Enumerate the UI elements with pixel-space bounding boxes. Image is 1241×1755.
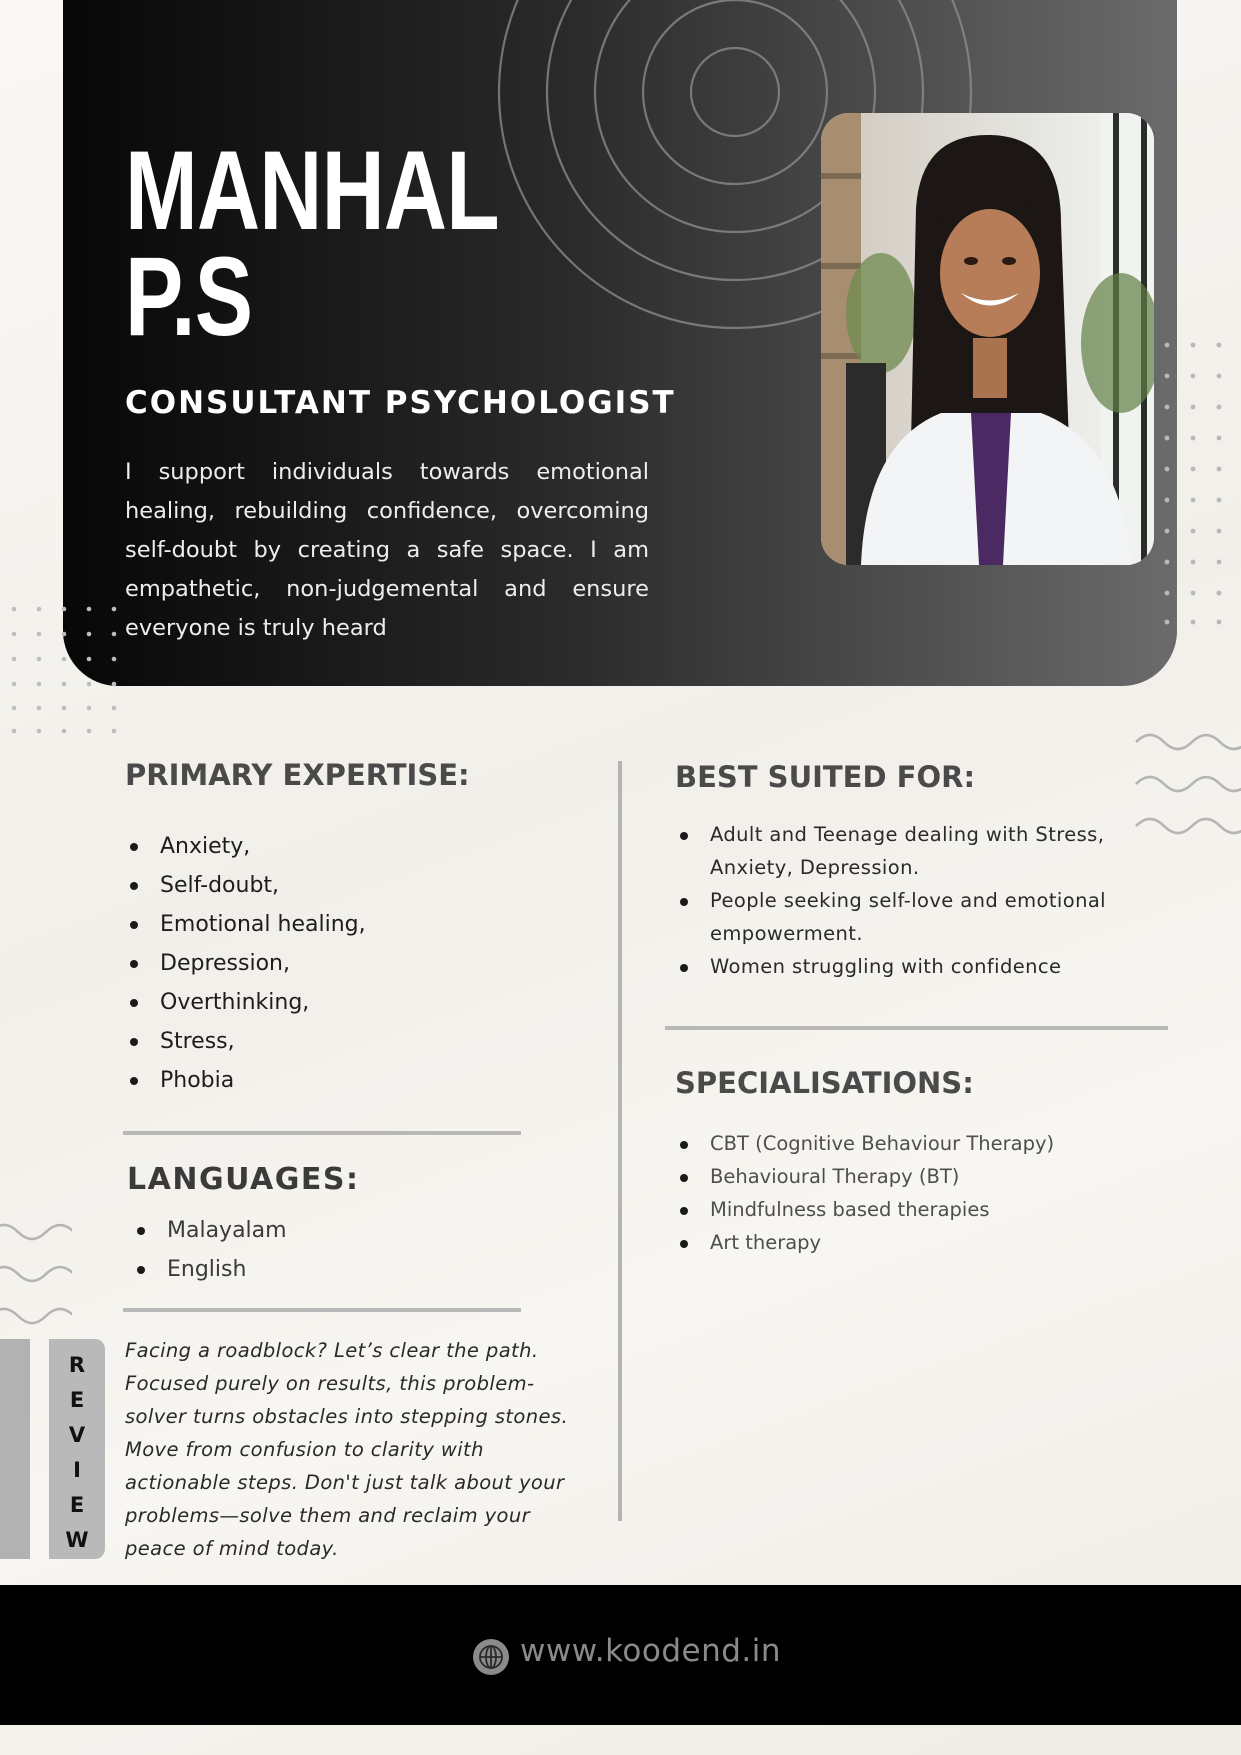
person-name [125, 128, 499, 359]
list-item: Depression, [125, 944, 366, 983]
list-item: Anxiety, [125, 827, 366, 866]
review-letter: I [73, 1458, 81, 1482]
website-link[interactable]: www.koodend.in [520, 1633, 782, 1669]
list-item: English [132, 1250, 287, 1289]
review-tab [49, 1339, 105, 1559]
list-item: Malayalam [132, 1211, 287, 1250]
globe-icon [472, 1638, 510, 1676]
job-title: CONSULTANT PSYCHOLOGIST [125, 385, 676, 421]
intro-paragraph: I support individuals towards emotional healing, rebuilding confidence, overcoming self-doubt by creating a safe space. I am empathetic, non-judgemental and ensure everyone is truly heard [125, 459, 649, 641]
name-line-1: MANHAL [125, 128, 499, 253]
wave-decoration-right [1134, 728, 1241, 848]
section-divider [123, 1131, 521, 1135]
specialisations-list [675, 1127, 1054, 1259]
languages-title: LANGUAGES: [127, 1162, 360, 1197]
column-divider [618, 761, 622, 1521]
name-line-2: P.S [125, 234, 253, 359]
primary-expertise-title: PRIMARY EXPERTISE: [125, 758, 470, 792]
list-item: Behavioural Therapy (BT) [675, 1160, 1054, 1193]
list-item: Adult and Teenage dealing with Stress, Anxiety, Depression. [675, 818, 1115, 884]
review-letter: E [69, 1493, 85, 1517]
list-item: Mindfulness based therapies [675, 1193, 1054, 1226]
review-side-bar [0, 1339, 30, 1559]
list-item: Overthinking, [125, 983, 366, 1022]
best-suited-title: BEST SUITED FOR: [675, 760, 976, 794]
review-text: Facing a roadblock? Let’s clear the path. Focused purely on results, this problem-solver turns obstacles into stepping stones. Move from confusion to clarity with actionable steps. Don't just talk about your problems—solve them and reclaim your peace of mind today. [125, 1339, 569, 1560]
dot-grid-decoration-left [8, 604, 123, 736]
section-divider [665, 1026, 1168, 1030]
profile-photo [821, 113, 1154, 565]
list-item: Women struggling with confidence [675, 950, 1115, 983]
list-item: Emotional healing, [125, 905, 366, 944]
list-item: Phobia [125, 1061, 366, 1100]
section-divider [123, 1308, 521, 1312]
profile-header [63, 0, 1177, 686]
review-letter: W [65, 1528, 89, 1552]
dot-grid-decoration-right [1160, 340, 1230, 630]
languages-list [132, 1211, 287, 1289]
wave-decoration-left [0, 1218, 72, 1338]
review-letter: E [69, 1388, 85, 1412]
review-letter: V [68, 1423, 86, 1447]
primary-expertise-list [125, 827, 366, 1100]
list-item: Art therapy [675, 1226, 1054, 1259]
list-item: Stress, [125, 1022, 366, 1061]
specialisations-title: SPECIALISATIONS: [675, 1066, 974, 1100]
list-item: Self-doubt, [125, 866, 366, 905]
best-suited-list [675, 818, 1115, 983]
review-letter: R [68, 1353, 86, 1377]
list-item: People seeking self-love and emotional empowerment. [675, 884, 1115, 950]
list-item: CBT (Cognitive Behaviour Therapy) [675, 1127, 1054, 1160]
